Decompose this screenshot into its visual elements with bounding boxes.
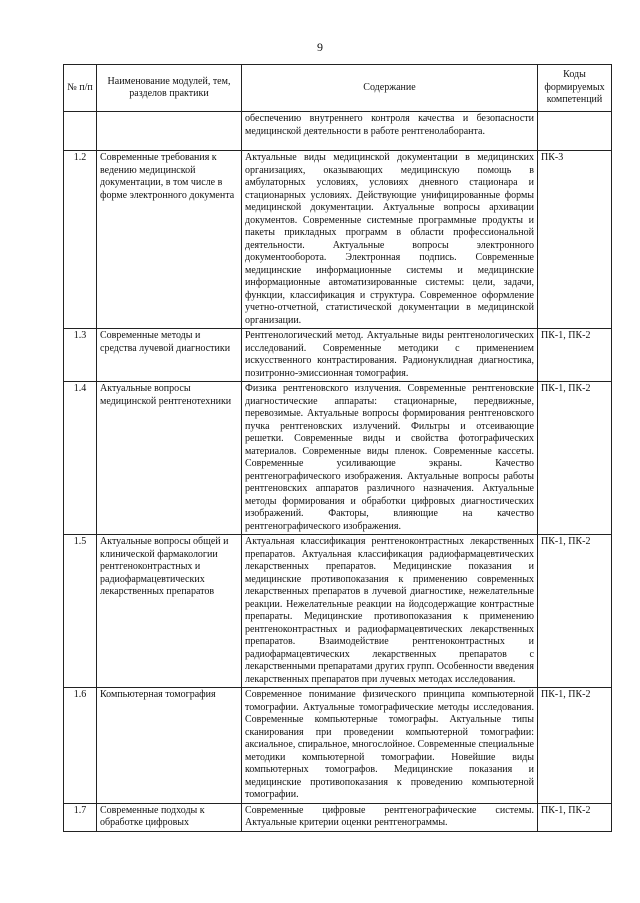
header-codes: Коды формируемых компетенций (538, 65, 612, 112)
cell-num: 1.7 (64, 803, 97, 831)
table-row (64, 151, 612, 329)
cell-codes: ПК-1, ПК-2 (538, 688, 612, 804)
cell-content: Современные цифровые рентгенографические системы. Актуальные критерии оценки рентгенограммы. (242, 803, 538, 831)
cell-num: 1.3 (64, 329, 97, 382)
header-num: № п/п (64, 65, 97, 112)
cell-num (64, 112, 97, 151)
cell-codes: ПК-1, ПК-2 (538, 535, 612, 688)
cell-codes: ПК-1, ПК-2 (538, 382, 612, 535)
cell-name: Компьютерная томография (97, 688, 242, 804)
table-row (64, 803, 612, 831)
cell-content: Современное понимание физического принципа компьютерной томографии. Актуальные томографические методы исследования. Современные компьютерные томографы. Актуальные типы сканирования при проведении компьютерной томографии: аксиальное, спиральное, многослойное. Современные специальные методики компьютерной томографии. Новейшие виды компьютерных томографов. Медицинские показания и медицинские противопоказания к проведению компьютерной томографии. (242, 688, 538, 804)
table-row (64, 688, 612, 804)
cell-content: Физика рентгеновского излучения. Современные рентгеновские диагностические аппараты: стационарные, передвижные, перевозимые. Актуальные вопросы формирования рентгеновского пучка рентгеновских излучений. Фильтры и отсеивающие решетки. Современные виды и свойства фотографических материалов. Современные виды пленок. Современные кассеты. Современные усиливающие экраны. Качество рентгенографического изображения. Актуальные вопросы работы рентгеновских аппаратов различного назначения. Актуальные методы формирования и обработки цифровых диагностических изображений. Факторы, влияющие на качество рентгенографического изображения. (242, 382, 538, 535)
cell-content: Актуальные виды медицинской документации в медицинских организациях, оказывающих медицинскую помощь в амбулаторных условиях, условиях дневного стационара и стационарных условиях. Действующие унифицированные формы медицинской документации. Актуальные вопросы архивации документов. Современные системные программные продукты и пакеты прикладных программ в области профессиональной деятельности. Актуальные вопросы электронного документооборота. Электронная подпись. Современные медицинские информационные системы и медицинские информационные автоматизированные системы: цели, задачи, функции, классификация и структура. Современное оформление учетно-отчетной, статистической документации в медицинской организации. (242, 151, 538, 329)
table-row (64, 329, 612, 382)
cell-content: Рентгенологический метод. Актуальные виды рентгенологических исследований. Современные методики с применением искусственного контрастирования. Радионуклидная диагностика, позитронно-эмиссионная томография. (242, 329, 538, 382)
cell-name: Современные подходы к обработке цифровых (97, 803, 242, 831)
cell-num: 1.4 (64, 382, 97, 535)
header-content: Содержание (242, 65, 538, 112)
cell-codes: ПК-1, ПК-2 (538, 329, 612, 382)
cell-codes: ПК-3 (538, 151, 612, 329)
table-row (64, 535, 612, 688)
table-row-continuation (64, 112, 612, 151)
table-row (64, 382, 612, 535)
cell-content: Актуальная классификация рентгеноконтрастных лекарственных препаратов. Актуальная классификация радиофармацевтических лекарственных препаратов. Медицинские показания и медицинские противопоказания к применению современных лекарственных препаратов в лучевой диагностике, нежелательные реакции. Нежелательные реакции на йодсодержащие контрастные препараты. Медицинские противопоказания к применению рентгеноконтрастных и радиофармацевтических лекарственных препаратов. Взаимодействие рентгеноконтрастных и радиофармацевтических лекарственных препаратов с лекарственными препаратами других групп. Особенности введения лекарственных препаратов при лучевых методах исследования. (242, 535, 538, 688)
cell-name: Современные методы и средства лучевой диагностики (97, 329, 242, 382)
cell-codes (538, 112, 612, 151)
cell-num: 1.2 (64, 151, 97, 329)
cell-num: 1.5 (64, 535, 97, 688)
cell-name (97, 112, 242, 151)
cell-content: обеспечению внутреннего контроля качества и безопасности медицинской деятельности в работе рентгенолаборанта. (242, 112, 538, 151)
cell-codes: ПК-1, ПК-2 (538, 803, 612, 831)
cell-name: Современные требования к ведению медицинской документации, в том числе в форме электронного документа (97, 151, 242, 329)
cell-name: Актуальные вопросы общей и клинической фармакологии рентгеноконтрастных и радиофармацевтических лекарственных препаратов (97, 535, 242, 688)
table-header-row (64, 65, 612, 112)
cell-num: 1.6 (64, 688, 97, 804)
curriculum-table (63, 64, 612, 832)
header-name: Наименование модулей, тем, разделов практики (97, 65, 242, 112)
page-number: 9 (317, 40, 323, 54)
cell-name: Актуальные вопросы медицинской рентгенотехники (97, 382, 242, 535)
